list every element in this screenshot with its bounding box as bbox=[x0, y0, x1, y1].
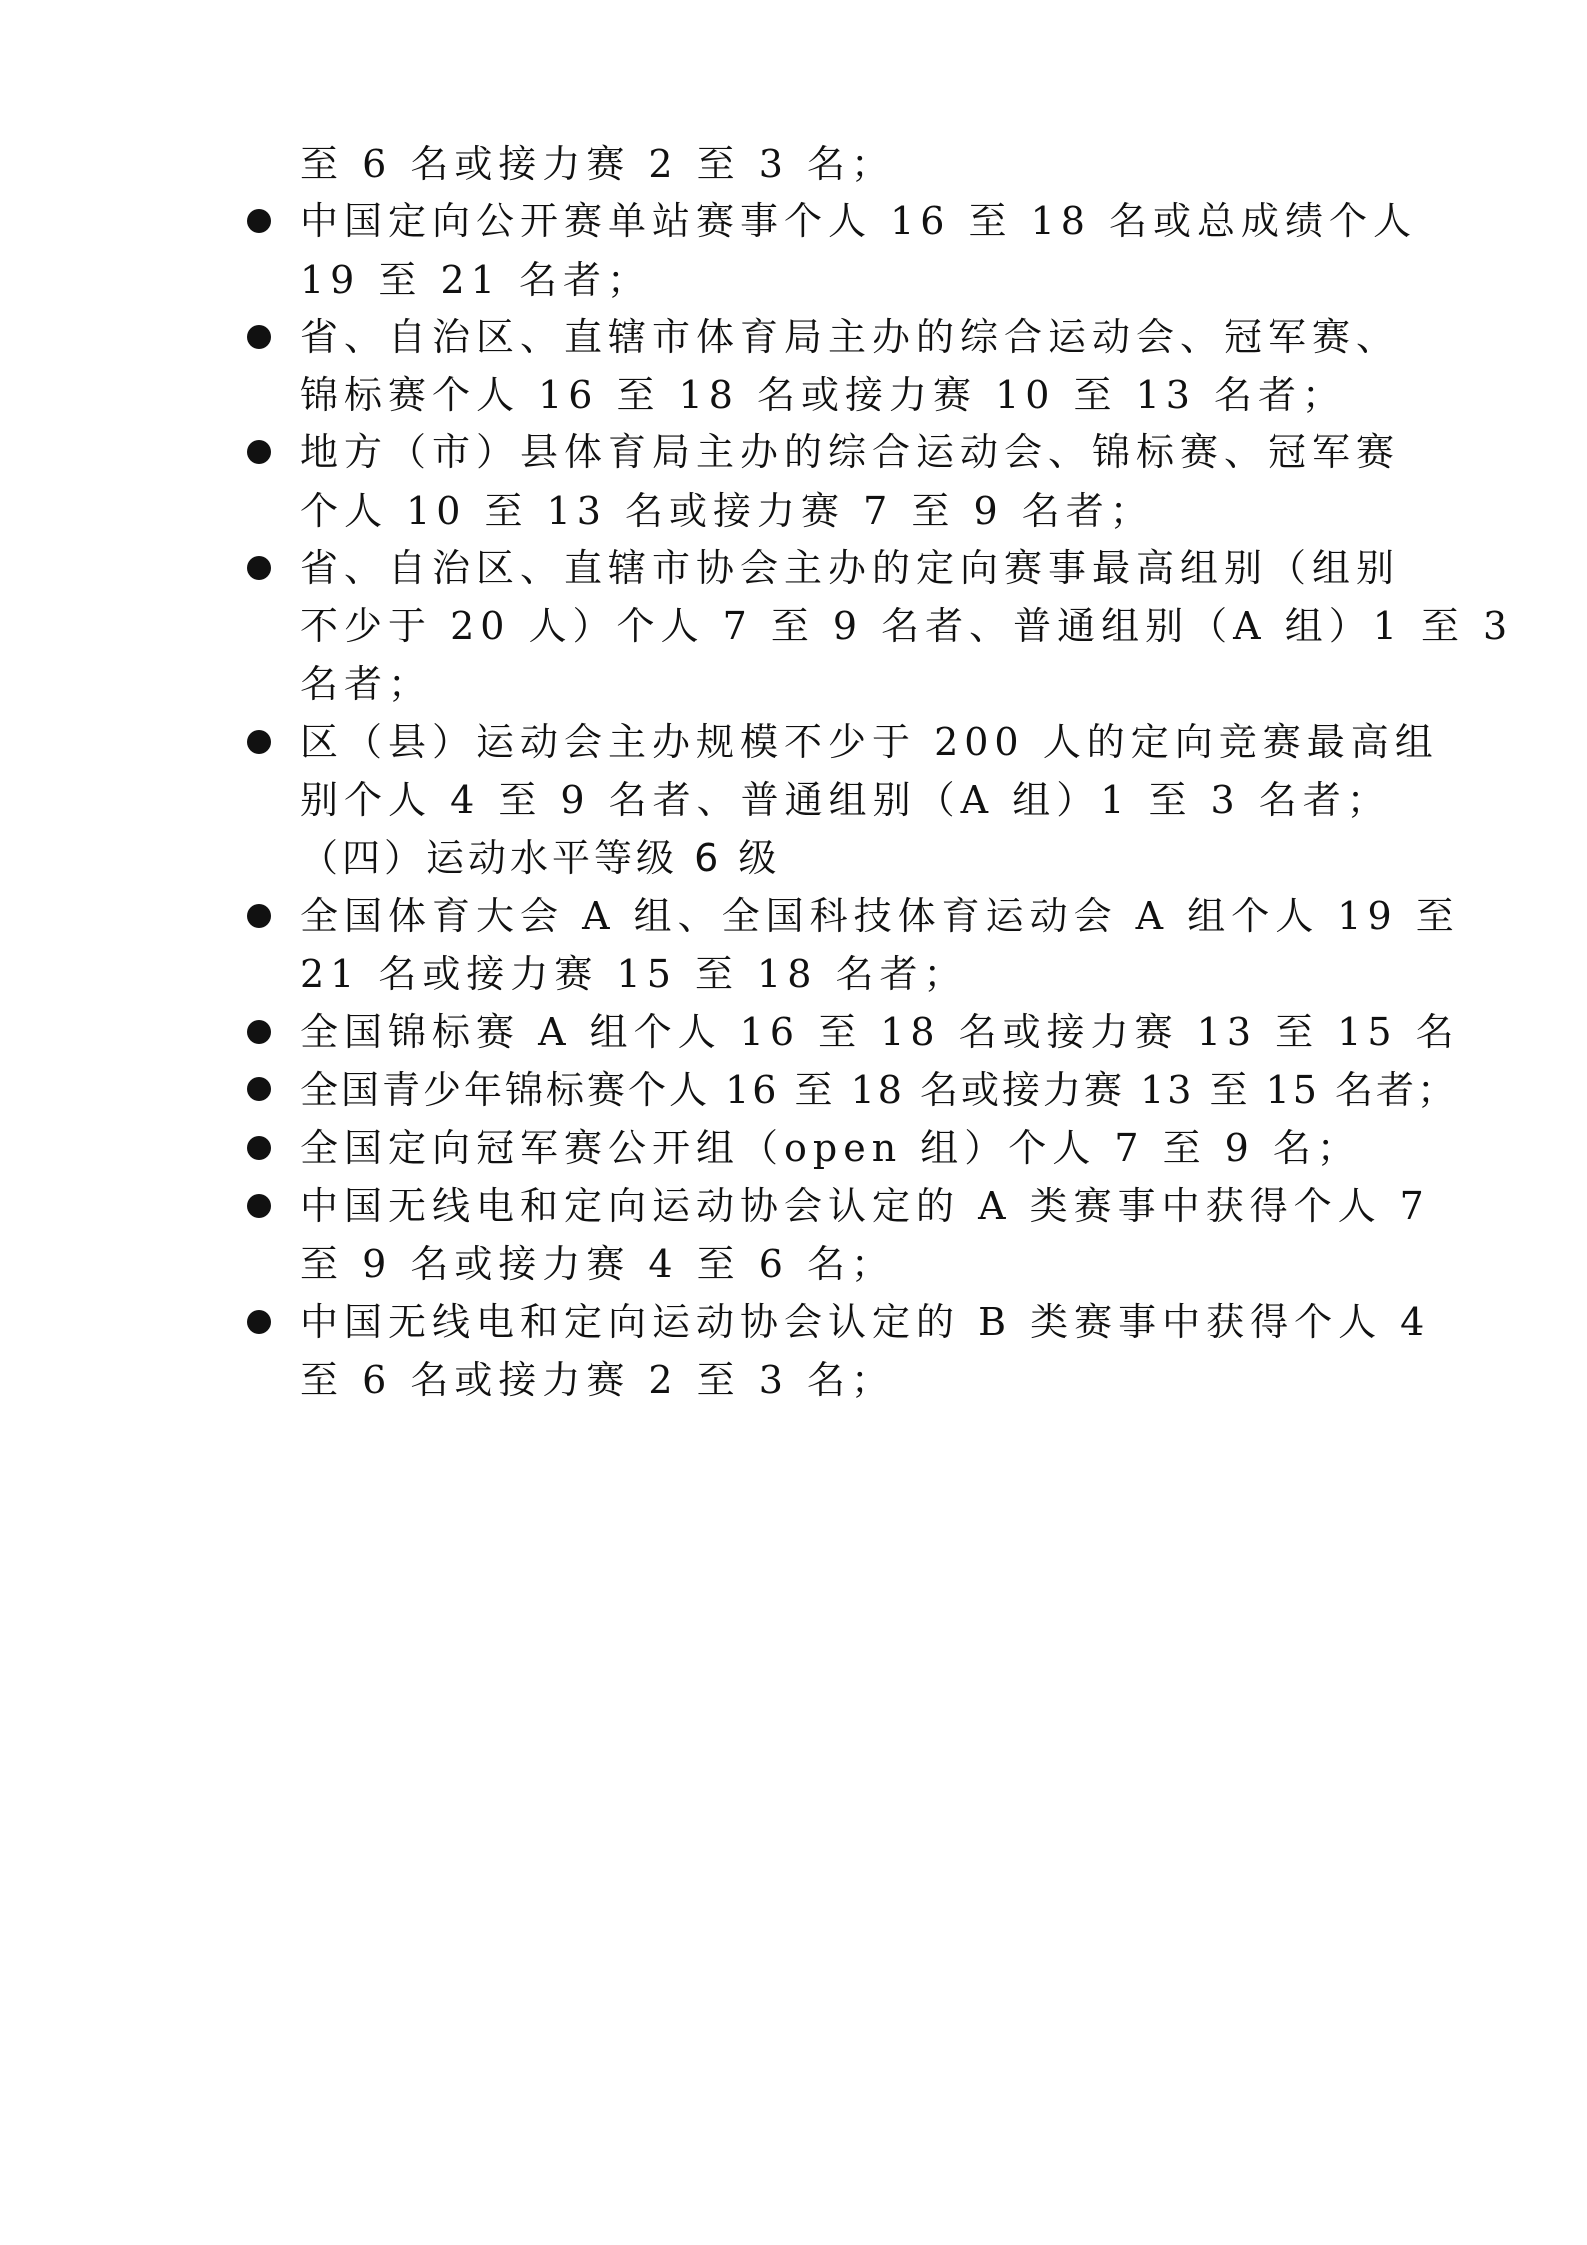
list-item-line: 省、自治区、直辖市体育局主办的综合运动会、冠军赛、 bbox=[300, 315, 1401, 359]
list-item-line: 中国无线电和定向运动协会认定的 A 类赛事中获得个人 7 bbox=[300, 1184, 1430, 1228]
bullet-icon bbox=[247, 1194, 271, 1218]
list-item-line: 别个人 4 至 9 名者、普通组别（A 组）1 至 3 名者； bbox=[300, 778, 1391, 822]
bullet-icon bbox=[247, 440, 271, 464]
list-item-line: 中国无线电和定向运动协会认定的 B 类赛事中获得个人 4 bbox=[300, 1300, 1431, 1344]
list-item-line: 全国体育大会 A 组、全国科技体育运动会 A 组个人 19 至 bbox=[300, 894, 1460, 938]
bullet-icon bbox=[247, 1310, 271, 1334]
list-item-line: 区（县）运动会主办规模不少于 200 人的定向竞赛最高组 bbox=[300, 720, 1439, 764]
list-item-line: 19 至 21 名者； bbox=[300, 258, 651, 302]
list-item-line: 名者； bbox=[300, 662, 433, 706]
bullet-icon bbox=[247, 209, 271, 233]
continuation-line: 至 6 名或接力赛 2 至 3 名； bbox=[300, 142, 896, 186]
list-item-line: 不少于 20 人）个人 7 至 9 名者、普通组别（A 组）1 至 3 bbox=[300, 604, 1514, 648]
bullet-icon bbox=[247, 1020, 271, 1044]
list-item-line: 至 9 名或接力赛 4 至 6 名； bbox=[300, 1242, 896, 1286]
list-item-line: 全国青少年锦标赛个人 16 至 18 名或接力赛 13 至 15 名者； bbox=[300, 1068, 1459, 1112]
list-item-line: 个人 10 至 13 名或接力赛 7 至 9 名者； bbox=[300, 489, 1154, 533]
list-item-line: 地方（市）县体育局主办的综合运动会、锦标赛、冠军赛 bbox=[300, 430, 1401, 474]
list-item-line: 全国锦标赛 A 组个人 16 至 18 名或接力赛 13 至 15 名 bbox=[300, 1010, 1460, 1054]
list-item-line: 21 名或接力赛 15 至 18 名者； bbox=[300, 952, 968, 996]
bullet-icon bbox=[247, 904, 271, 928]
bullet-icon bbox=[247, 325, 271, 349]
section-heading: （四）运动水平等级 6 级 bbox=[300, 836, 781, 880]
bullet-icon bbox=[247, 556, 271, 580]
bullet-icon bbox=[247, 1136, 271, 1160]
list-item-line: 至 6 名或接力赛 2 至 3 名； bbox=[300, 1358, 896, 1402]
list-item-line: 全国定向冠军赛公开组（open 组）个人 7 至 9 名； bbox=[300, 1126, 1361, 1170]
bullet-icon bbox=[247, 730, 271, 754]
list-item-line: 省、自治区、直辖市协会主办的定向赛事最高组别（组别 bbox=[300, 546, 1401, 590]
bullet-icon bbox=[247, 1077, 271, 1101]
list-item-line: 锦标赛个人 16 至 18 名或接力赛 10 至 13 名者； bbox=[300, 373, 1347, 417]
list-item-line: 中国定向公开赛单站赛事个人 16 至 18 名或总成绩个人 bbox=[300, 199, 1418, 243]
